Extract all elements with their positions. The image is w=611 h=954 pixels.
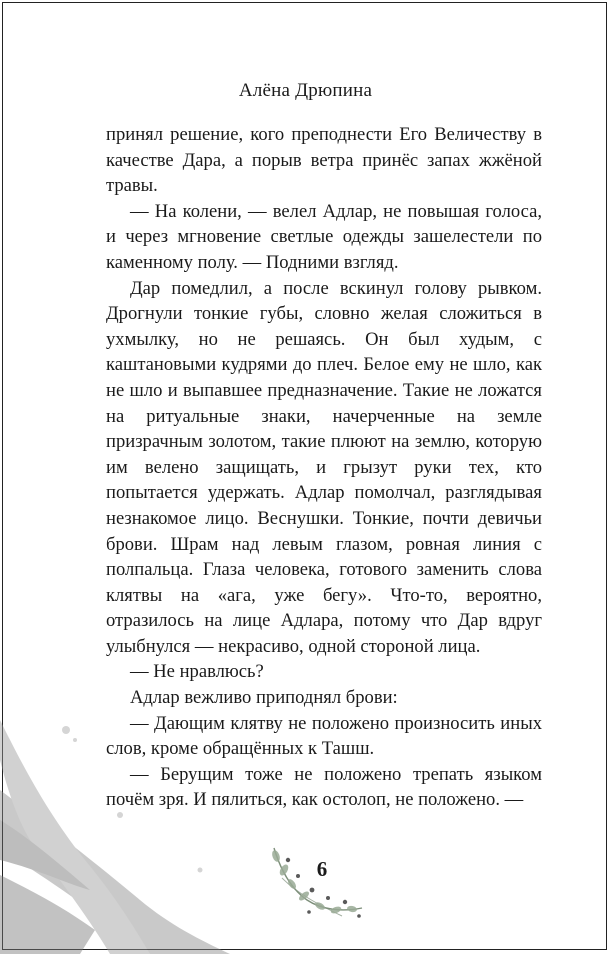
paragraph: — Берущим тоже не положено трепать языком почём зря. И пялиться, как остолоп, не положено. — (106, 763, 542, 811)
paragraph: принял решение, кого преподнести Его Величеству в качестве Дара, а порыв ветра принёс запах жжёной травы. (106, 124, 542, 197)
paragraph: — Не нравлюсь? (130, 661, 264, 683)
page-number: 6 (316, 857, 328, 881)
body-text (106, 122, 542, 813)
paragraph: — Дающим клятву не положено произносить иных слов, кроме обращённых к Ташш. (106, 712, 542, 760)
paragraph: Адлар вежливо приподнял брови: (130, 687, 398, 709)
paragraph: Дар помедлил, а после вскинул голову рывком. Дрогнули тонкие губы, словно желая сложиться в ухмылку, но не решаясь. Он был худым, с каштановыми кудрями до плеч. Белое ему не шло, как не шло и выпавшее предназначение. Такие не ложатся на ритуальные знаки, начерченные на земле призрачным золотом, такие плюют на землю, которую им велено защищать, и грызут руки тех, кто попытается удержать. Адлар помолчал, разглядывая незнакомое лицо. Веснушки. Тонкие, почти девичьи брови. Шрам над левым глазом, ровная линия с полпальца. Глаза человека, готового заменить слова клятвы на «ага, уже бегу». Что-то, вероятно, отразилось на лице Адлара, потому что Дар вдруг улыбнулся — некрасиво, одной стороной лица. (106, 277, 542, 657)
running-header-author: Алёна Дрюпина (238, 80, 373, 101)
paragraph: — На колени, — велел Адлар, не повышая голоса, и через мгновение светлые одежды зашелестели по каменному полу. — Подними взгляд. (106, 200, 542, 273)
